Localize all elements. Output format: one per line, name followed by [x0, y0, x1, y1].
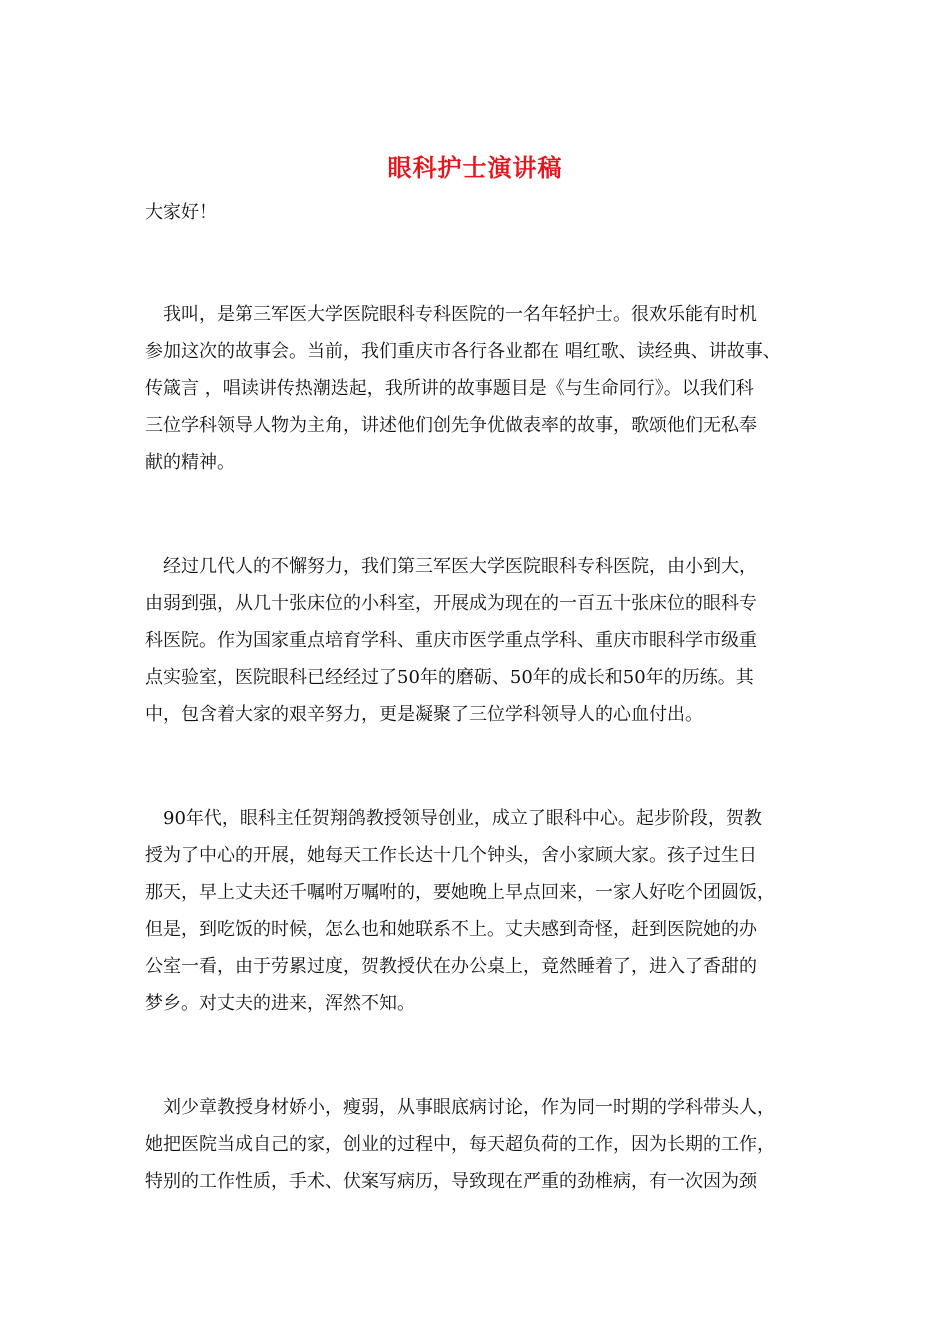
- text-line: 授为了中心的开展，她每天工作长达十几个钟头，舍小家顾大家。孩子过生日: [145, 845, 757, 866]
- text-line: 但是，到吃饭的时候，怎么也和她联系不上。丈夫感到奇怪，赶到医院她的办: [145, 919, 757, 940]
- document-title: 眼科护士演讲稿: [387, 153, 563, 182]
- text-line: 点实验室，医院眼科已经经过了50年的磨砺、50年的成长和50年的历练。其: [145, 667, 754, 688]
- paragraph-2: [145, 548, 817, 733]
- text-line: 传箴言 ，唱读讲传热潮迭起，我所讲的故事题目是《与生命同行》。以我们科: [145, 378, 754, 399]
- text-line: 公室一看，由于劳累过度，贺教授伏在办公桌上，竟然睡着了，进入了香甜的: [145, 956, 757, 977]
- text-line: 90年代，眼科主任贺翔鸽教授领导创业，成立了眼科中心。起步阶段，贺教: [145, 808, 762, 829]
- text-line: 梦乡。对丈夫的进来，浑然不知。: [145, 993, 415, 1014]
- text-line: 献的精神。: [145, 452, 235, 473]
- text-line: 科医院。作为国家重点培育学科、重庆市医学重点学科、重庆市眼科学市级重: [145, 630, 757, 651]
- greeting: 大家好！: [145, 202, 217, 223]
- paragraph-1: [145, 296, 817, 481]
- text-line: 那天，早上丈夫还千嘱咐万嘱咐的，要她晚上早点回来，一家人好吃个团圆饭，: [145, 882, 775, 903]
- text-line: 我叫，是第三军医大学医院眼科专科医院的一名年轻护士。很欢乐能有时机: [145, 304, 757, 325]
- paragraph-4: [145, 1089, 817, 1200]
- text-line: 经过几代人的不懈努力，我们第三军医大学医院眼科专科医院，由小到大，: [145, 556, 757, 577]
- text-line: 特别的工作性质，手术、伏案写病历，导致现在严重的劲椎病，有一次因为颈: [145, 1171, 757, 1192]
- text-line: 参加这次的故事会。当前，我们重庆市各行各业都在 唱红歌、读经典、讲故事、: [145, 341, 781, 362]
- text-line: 中，包含着大家的艰辛努力，更是凝聚了三位学科领导人的心血付出。: [145, 704, 703, 725]
- paragraph-3: [145, 800, 817, 1022]
- text-line: 刘少章教授身材娇小，瘦弱，从事眼底病讨论，作为同一时期的学科带头人，: [145, 1097, 775, 1118]
- text-line: 她把医院当成自己的家，创业的过程中，每天超负荷的工作，因为长期的工作，: [145, 1134, 775, 1155]
- text-line: 三位学科领导人物为主角，讲述他们创先争优做表率的故事，歌颂他们无私奉: [145, 415, 757, 436]
- text-line: 由弱到强，从几十张床位的小科室，开展成为现在的一百五十张床位的眼科专: [145, 593, 757, 614]
